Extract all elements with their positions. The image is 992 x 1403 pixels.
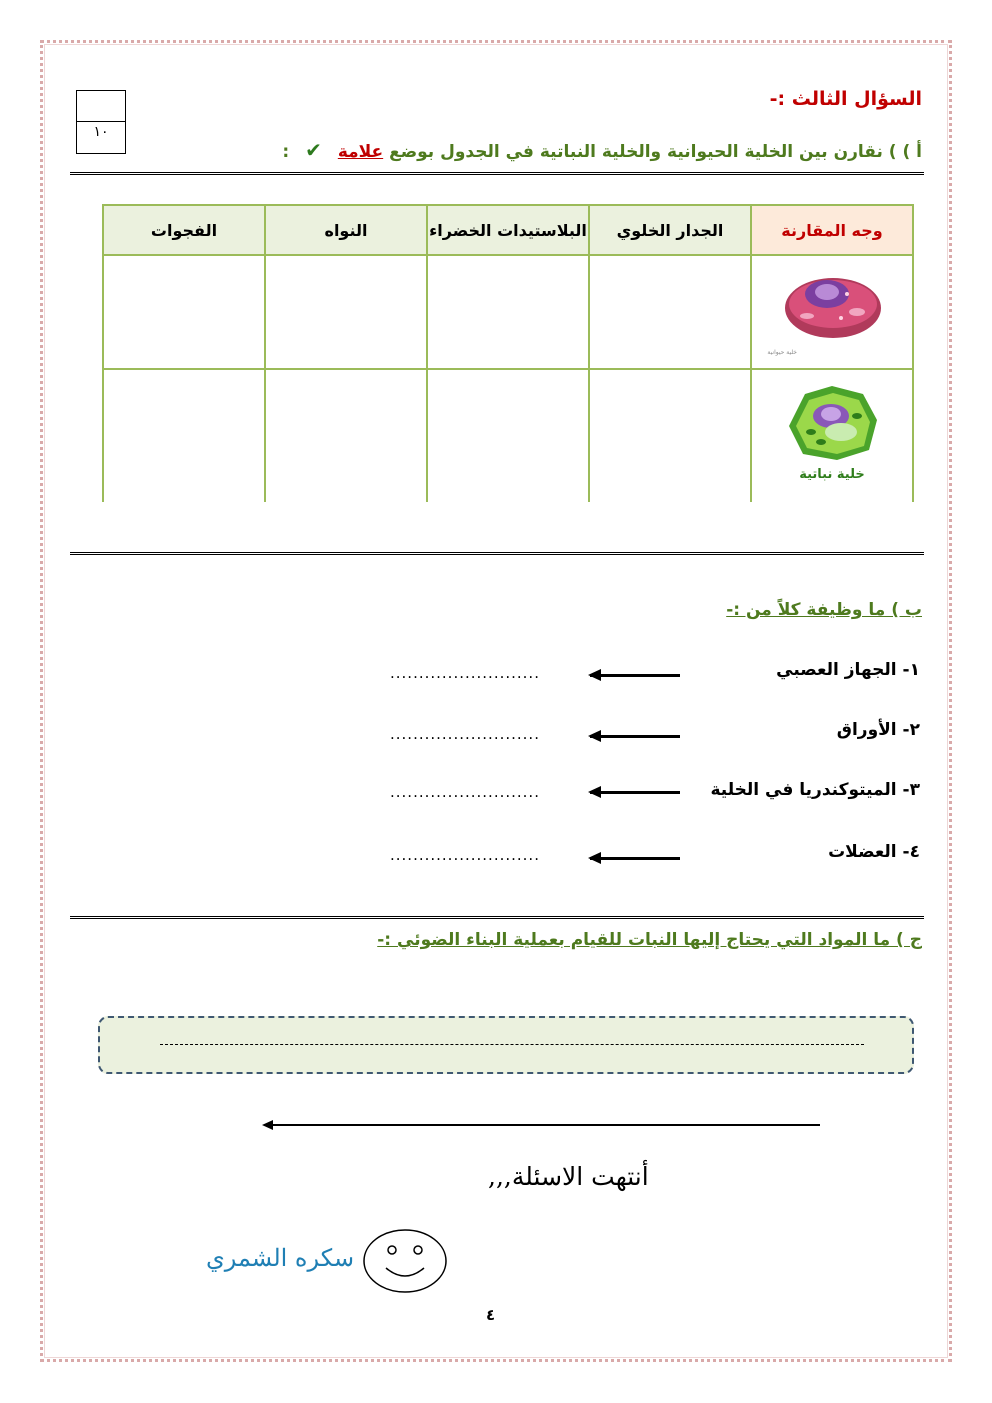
- answer-blank[interactable]: ..........................: [390, 664, 540, 682]
- table-header-row: [103, 205, 913, 255]
- answer-box[interactable]: [98, 1016, 914, 1074]
- part-a-instruction: [282, 138, 922, 162]
- table-row: [103, 255, 913, 369]
- end-of-questions-text: أنتهت الاسئلة,,,: [488, 1162, 649, 1191]
- answer-blank[interactable]: ..........................: [390, 725, 540, 743]
- table-row: [103, 369, 913, 502]
- table-cell[interactable]: [265, 255, 427, 369]
- check-icon: ✔: [305, 138, 322, 162]
- table-header: وجه المقارنة: [751, 205, 913, 255]
- teacher-signature: سكره الشمري: [206, 1244, 355, 1272]
- table-header: النواه: [265, 205, 427, 255]
- table-cell[interactable]: [103, 369, 265, 502]
- part-a-prefix: أ ) ) نقارن بين الخلية الحيوانية والخلية النباتية في الجدول بوضع: [389, 142, 922, 162]
- part-a-suffix: :: [282, 142, 290, 162]
- animal-cell-cell: [751, 255, 913, 369]
- long-left-arrow-icon: [264, 1124, 820, 1126]
- table-cell[interactable]: [265, 369, 427, 502]
- list-item: ٣- الميتوكندريا في الخلية: [710, 780, 920, 800]
- answer-dashed-line: [160, 1044, 864, 1045]
- list-item: ٢- الأوراق: [836, 720, 920, 740]
- plant-cell-image: [777, 376, 887, 496]
- table-header: الفجوات: [103, 205, 265, 255]
- table-header: البلاستيدات الخضراء: [427, 205, 589, 255]
- table-cell[interactable]: [103, 255, 265, 369]
- part-a-mark-word: علامة: [337, 142, 384, 162]
- separator-line-2: [70, 552, 924, 555]
- part-b-title: ب ) ما وظيفة كلاً من :-: [726, 600, 922, 620]
- score-box: [76, 90, 126, 154]
- animal-cell-image: [767, 264, 887, 360]
- score-value: ١٠: [93, 124, 109, 140]
- score-divider: [77, 121, 125, 122]
- answer-blank[interactable]: ..........................: [390, 783, 540, 801]
- left-arrow-icon: [590, 735, 680, 738]
- left-arrow-icon: [590, 674, 680, 677]
- animal-cell-caption: خلية حيوانية: [767, 349, 797, 356]
- list-item: ١- الجهاز العصبي: [776, 660, 920, 680]
- page-number: ٤: [486, 1306, 496, 1324]
- comparison-table: [102, 204, 914, 502]
- part-c-title: ج ) ما المواد التي يحتاج إليها النبات للقيام بعملية البناء الضوئي :-: [377, 930, 922, 950]
- table-cell[interactable]: [589, 255, 751, 369]
- table-cell[interactable]: [427, 255, 589, 369]
- separator-line-3: [70, 916, 924, 919]
- left-arrow-icon: [590, 857, 680, 860]
- table-cell[interactable]: [427, 369, 589, 502]
- list-item: ٤- العضلات: [828, 842, 920, 862]
- plant-cell-caption: خلية نباتية: [799, 467, 865, 482]
- left-arrow-icon: [590, 791, 680, 794]
- smiley-face-icon: [362, 1228, 448, 1294]
- table-cell[interactable]: [589, 369, 751, 502]
- table-header: الجدار الخلوي: [589, 205, 751, 255]
- answer-blank[interactable]: ..........................: [390, 846, 540, 864]
- separator-line-1: [70, 172, 924, 175]
- plant-cell-cell: [751, 369, 913, 502]
- question-title: السؤال الثالث :-: [769, 88, 922, 110]
